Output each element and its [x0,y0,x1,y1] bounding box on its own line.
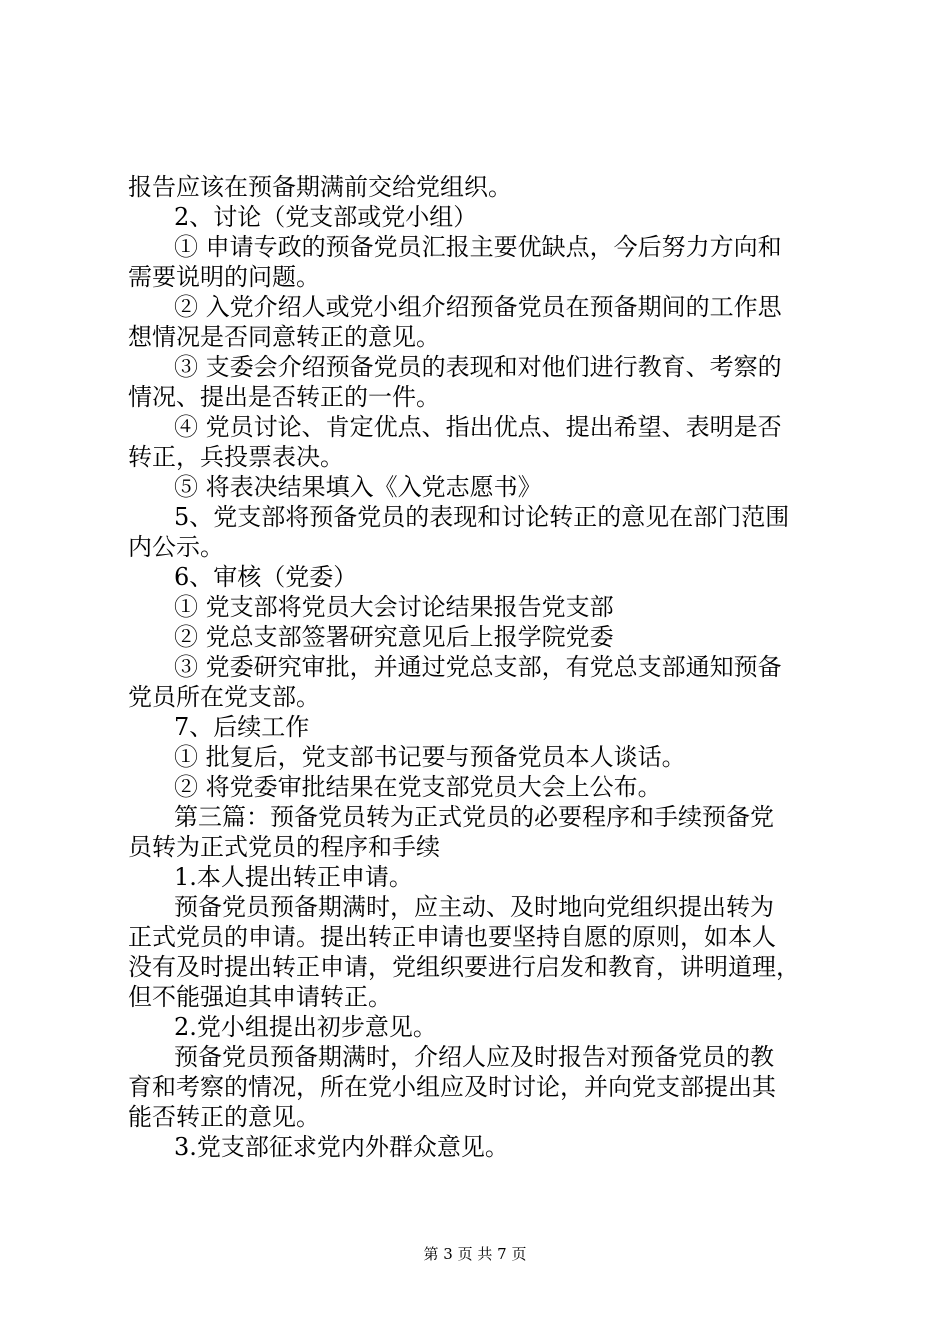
text-line: 2、讨论（党支部或党小组） [174,203,478,231]
text-line: 情况、提出是否转正的一件。 [128,383,440,411]
text-line: 但不能强迫其申请转正。 [128,983,392,1011]
text-line: 5、党支部将预备党员的表现和讨论转正的意见在部门范围 [174,503,790,531]
text-line: ③ 党委研究审批，并通过党总支部，有党总支部通知预备 [174,653,782,681]
page-footer: 第 3 页 共 7 页 [423,1245,527,1263]
text-line: ③ 支委会介绍预备党员的表现和对他们进行教育、考察的 [174,353,782,381]
text-line: ④ 党员讨论、肯定优点、指出优点、提出希望、表明是否 [174,413,782,441]
text-line: ⑤ 将表决结果填入《入党志愿书》 [174,473,542,501]
text-line: 1.本人提出转正申请。 [174,863,413,891]
text-line: ② 将党委审批结果在党支部党员大会上公布。 [174,773,662,801]
text-line: 内公示。 [128,533,224,561]
text-line: ① 党支部将党员大会讨论结果报告党支部 [174,593,614,621]
text-line: 育和考察的情况，所在党小组应及时讨论，并向党支部提出其 [128,1073,776,1101]
text-line: 正式党员的申请。提出转正申请也要坚持自愿的原则，如本人 [128,923,776,951]
text-line: 能否转正的意见。 [128,1103,320,1131]
document-body [128,172,828,1162]
text-line: 员转为正式党员的程序和手续 [128,833,440,861]
text-line: 第三篇：预备党员转为正式党员的必要程序和手续预备党 [174,803,774,831]
text-line: ② 入党介绍人或党小组介绍预备党员在预备期间的工作思 [174,293,782,321]
text-line: ① 申请专政的预备党员汇报主要优缺点，今后努力方向和 [174,233,782,261]
text-line: 预备党员预备期满时，应主动、及时地向党组织提出转为 [174,893,774,921]
text-line: 3.党支部征求党内外群众意见。 [174,1133,509,1161]
text-line: 预备党员预备期满时，介绍人应及时报告对预备党员的教 [174,1043,774,1071]
text-line: ② 党总支部签署研究意见后上报学院党委 [174,623,614,651]
text-line: 需要说明的问题。 [128,263,320,291]
text-line: 想情况是否同意转正的意见。 [128,323,440,351]
text-line: 报告应该在预备期满前交给党组织。 [128,173,512,201]
text-line: 6、审核（党委） [174,563,358,591]
text-line: 转正，兵投票表决。 [128,443,344,471]
text-line: 7、后续工作 [174,713,310,741]
text-line: 没有及时提出转正申请，党组织要进行启发和教育，讲明道理， [128,953,800,981]
text-line: 党员所在党支部。 [128,683,320,711]
text-line: 2.党小组提出初步意见。 [174,1013,437,1041]
text-line: ① 批复后，党支部书记要与预备党员本人谈话。 [174,743,686,771]
